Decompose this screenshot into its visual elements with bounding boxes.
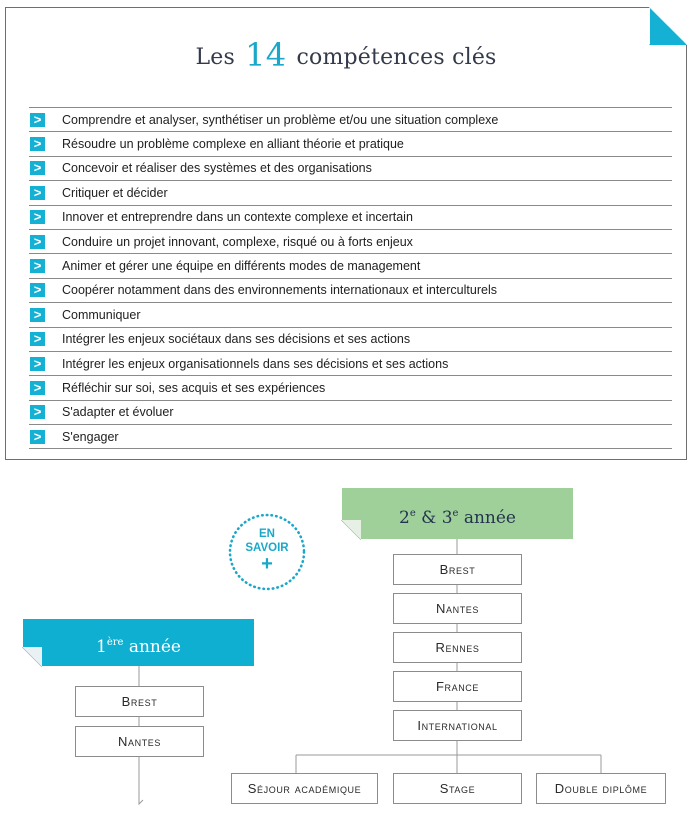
arrow-icon: >: [30, 161, 45, 175]
node-nantes-2: [393, 593, 522, 624]
arrow-icon: >: [30, 210, 45, 224]
plus-icon: +: [261, 553, 273, 575]
year-2-number: 2: [398, 508, 410, 528]
node-label: Nantes: [118, 734, 161, 749]
year-3-sup: e: [452, 508, 459, 519]
node-rennes: [393, 632, 522, 663]
competence-text: Critiquer et décider: [62, 185, 168, 200]
year-1-number: 1: [95, 637, 107, 657]
arrow-icon: >: [30, 113, 45, 127]
title-prefix: Les: [195, 45, 235, 70]
arrow-icon: >: [30, 235, 45, 249]
node-label: Brest: [121, 694, 158, 709]
year-2-sup: e: [409, 508, 416, 519]
arrow-icon: >: [30, 405, 45, 419]
node-label: Nantes: [436, 601, 479, 616]
node-stage: [393, 773, 522, 804]
node-label: Stage: [439, 781, 476, 796]
competence-text: Coopérer notamment dans des environnements internationaux et interculturels: [62, 283, 497, 298]
competence-text: S'adapter et évoluer: [62, 405, 174, 420]
arrow-icon: >: [30, 308, 45, 322]
en-savoir-text: [227, 527, 307, 573]
node-sejour-academique: [231, 773, 378, 804]
node-brest-1: [75, 686, 204, 717]
arrow-icon: >: [30, 283, 45, 297]
node-label: Séjour académique: [247, 781, 362, 796]
competence-text: Concevoir et réaliser des systèmes et des organisations: [62, 161, 372, 176]
arrow-icon: >: [30, 137, 45, 151]
node-france: [393, 671, 522, 702]
competence-text: S'engager: [62, 429, 119, 444]
node-nantes-1: [75, 726, 204, 757]
competence-text: Innover et entreprendre dans un contexte complexe et incertain: [62, 210, 413, 225]
year-2-3-header: [342, 488, 573, 539]
arrow-icon: >: [30, 357, 45, 371]
node-label: Brest: [439, 562, 476, 577]
arrow-icon: >: [30, 332, 45, 346]
competence-text: Intégrer les enjeux organisationnels dans ses décisions et ses actions: [62, 356, 449, 371]
year-3-number: 3: [441, 508, 453, 528]
competence-text: Intégrer les enjeux sociétaux dans ses décisions et ses actions: [62, 332, 411, 347]
node-label: International: [417, 718, 498, 733]
node-brest-2: [393, 554, 522, 585]
competence-text: Animer et gérer une équipe en différents modes de management: [62, 259, 421, 274]
savoir-line-2: SAVOIR: [245, 542, 289, 554]
node-international: [393, 710, 522, 741]
title-number: 14: [245, 36, 287, 74]
competence-text: Comprendre et analyser, synthétiser un problème et/ou une situation complexe: [62, 112, 499, 127]
arrow-icon: >: [30, 259, 45, 273]
savoir-line-1: EN: [259, 528, 275, 540]
year-1-header: [23, 619, 254, 666]
node-label: France: [435, 679, 480, 694]
year-2-3-label: année: [463, 508, 516, 528]
competence-text: Résoudre un problème complexe en alliant théorie et pratique: [62, 137, 404, 152]
arrow-icon: >: [30, 381, 45, 395]
folded-corner-icon: [341, 520, 361, 540]
competence-text: Communiquer: [62, 307, 141, 322]
folded-corner-icon: [22, 647, 42, 667]
year-1-sup: ère: [106, 637, 124, 648]
node-label: Rennes: [435, 640, 480, 655]
competence-text: Réfléchir sur soi, ses acquis et ses expériences: [62, 380, 326, 395]
node-label: Double diplôme: [554, 781, 648, 796]
node-double-diplome: [536, 773, 666, 804]
en-savoir-plus-badge[interactable]: [227, 512, 307, 592]
ampersand: &: [421, 508, 437, 528]
arrow-icon: >: [30, 186, 45, 200]
arrow-icon: >: [30, 430, 45, 444]
year-1-label: année: [128, 637, 181, 657]
competence-text: Conduire un projet innovant, complexe, risqué ou à forts enjeux: [62, 234, 413, 249]
title-suffix: compétences clés: [296, 45, 497, 70]
